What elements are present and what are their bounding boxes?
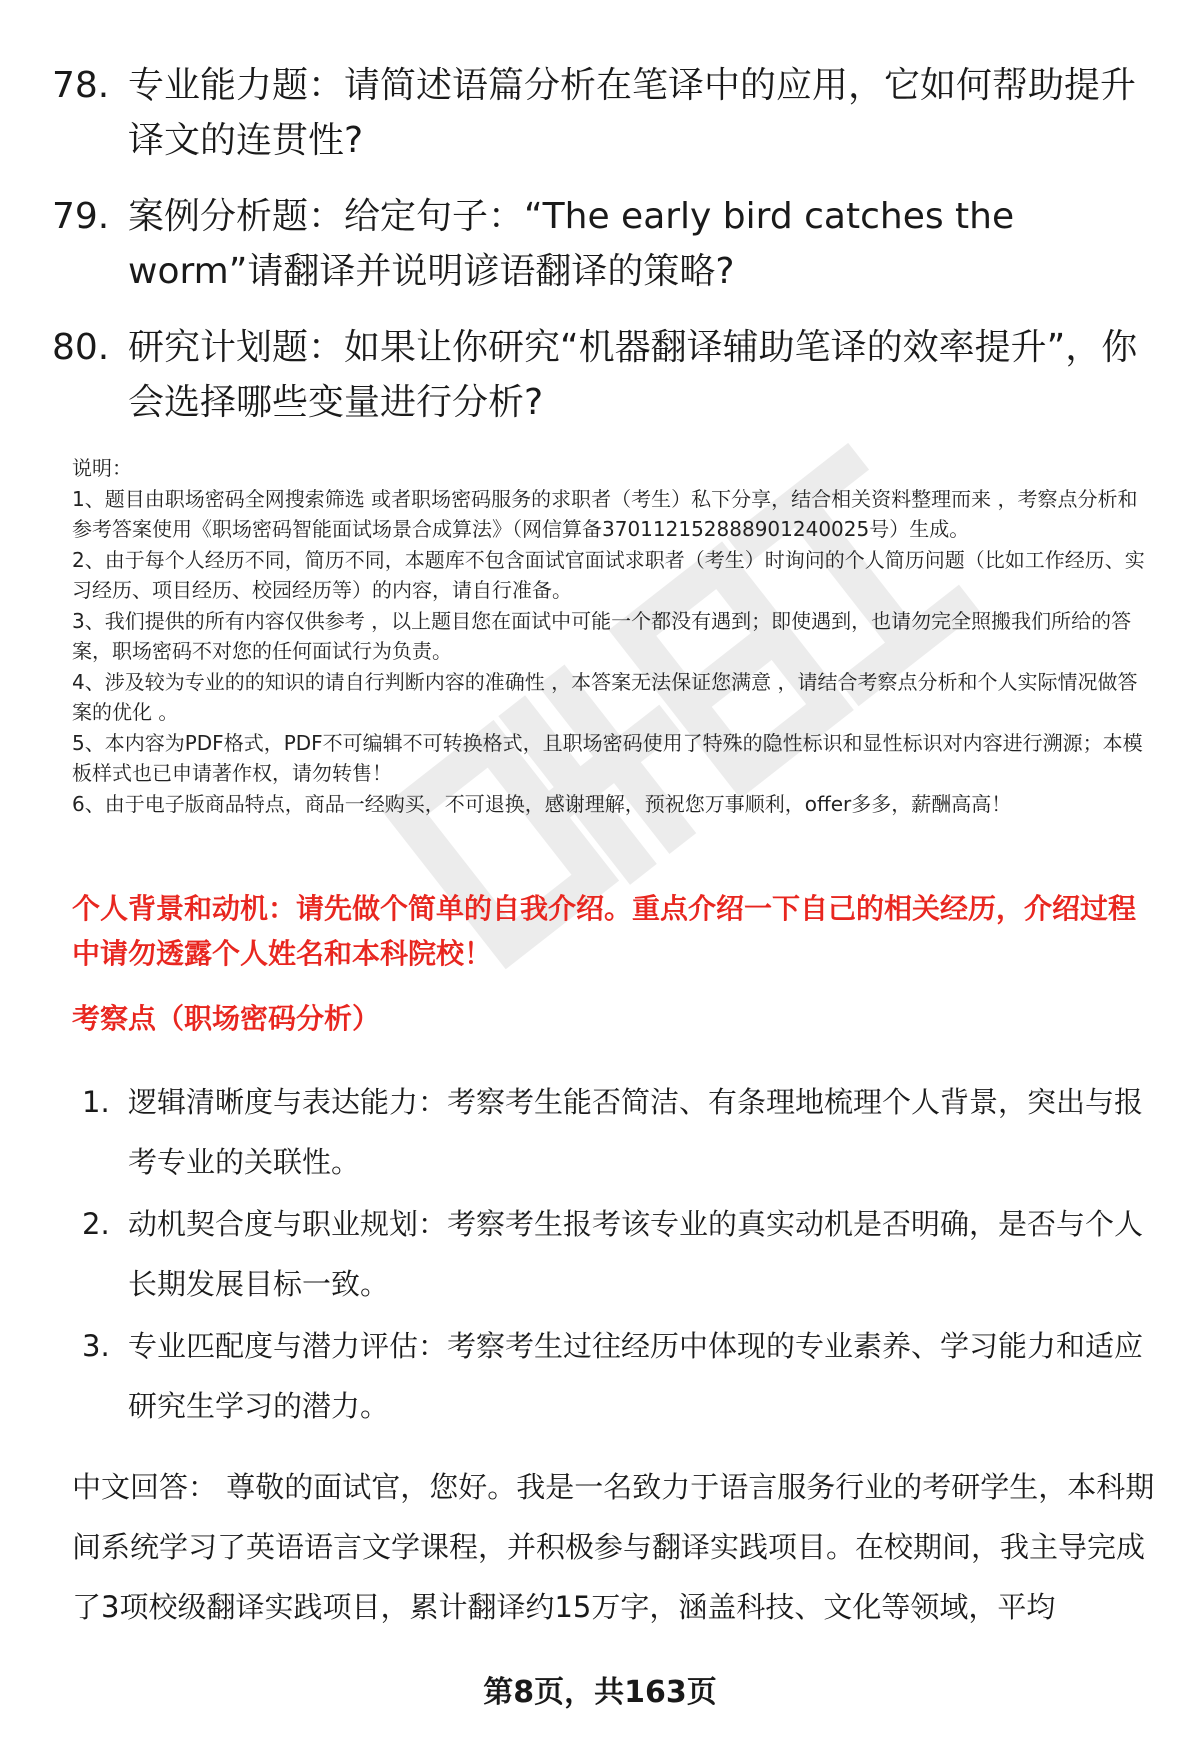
question-text: 研究计划题：如果让你研究“机器翻译辅助笔译的效率提升”，你会选择哪些变量进行分析? — [128, 327, 1138, 423]
question-number: 80. — [52, 327, 110, 368]
note-item: 3、我们提供的所有内容仅供参考 ，以上题目您在面试中可能一个都没有遇到；即使遇到，也请勿完全照搬我们所给的答案，职场密码不对您的任何面试行为负责。 — [72, 608, 1132, 663]
list-item-number: 1. — [82, 1085, 110, 1119]
list-item-text: 动机契合度与职业规划：考察考生报考该专业的真实动机是否明确，是否与个人长期发展目标一致。 — [128, 1207, 1144, 1301]
notes-title: 说明： — [72, 456, 132, 480]
page-number: 第8页，共163页 — [483, 1675, 717, 1710]
note-item: 6、由于电子版商品特点，商品一经购买，不可退换，感谢理解，预祝您万事顺利，offer多多，薪酬高高！ — [72, 791, 1012, 816]
chinese-answer: 中文回答： 尊敬的面试官，您好。我是一名致力于语言服务行业的考研学生，本科期间系统学习了英语语言文学课程，并积极参与翻译实践项目。在校期间，我主导完成了3项校级翻译实践项目，累计翻译约15万字，涵盖科技、文化等领域，平均 — [72, 1470, 1155, 1624]
note-item: 1、题目由职场密码全网搜索筛选 或者职场密码服务的求职者（考生）私下分享，结合相关资料整理而来 ，考察点分析和参考答案使用《职场密码智能面试场景合成算法》（网信算备370112152888901240025号）生成。 — [72, 486, 1138, 541]
section-subheading: 考察点（职场密码分析） — [72, 1002, 381, 1035]
assessment-points — [82, 1072, 1162, 1438]
list-item — [82, 1194, 1162, 1314]
note-item: 5、本内容为PDF格式，PDF不可编辑不可转换格式，且职场密码使用了特殊的隐性标识和显性标识对内容进行溯源；本模板样式也已申请著作权，请勿转售！ — [72, 730, 1143, 785]
list-item-text: 逻辑清晰度与表达能力：考察考生能否简洁、有条理地梳理个人背景，突出与报考专业的关联性。 — [128, 1085, 1144, 1179]
note-item: 4、涉及较为专业的的知识的请自行判断内容的准确性 ，本答案无法保证您满意 ，请结合考察点分析和个人实际情况做答案的优化 。 — [72, 669, 1138, 724]
question-number: 78. — [52, 65, 110, 106]
note-item: 2、由于每个人经历不同，简历不同，本题库不包含面试官面试求职者（考生）时询问的个人简历问题（比如工作经历、实习经历、项目经历、校园经历等）的内容，请自行准备。 — [72, 547, 1145, 602]
list-item — [82, 1072, 1162, 1192]
list-item-text: 专业匹配度与潜力评估：考察考生过往经历中体现的专业素养、学习能力和适应研究生学习的潜力。 — [128, 1329, 1144, 1423]
question-text: 专业能力题：请简述语篇分析在笔译中的应用，它如何帮助提升译文的连贯性? — [128, 65, 1137, 161]
section-heading: 个人背景和动机：请先做个简单的自我介绍。重点介绍一下自己的相关经历，介绍过程中请勿透露个人姓名和本科院校！ — [72, 892, 1137, 970]
question-number: 79. — [52, 196, 110, 237]
list-item-number: 3. — [82, 1329, 110, 1363]
list-item — [82, 1316, 1162, 1436]
question-text: 案例分析题：给定句子：“The early bird catches the worm”请翻译并说明谚语翻译的策略? — [128, 196, 1015, 292]
list-item-number: 2. — [82, 1207, 110, 1241]
disclaimer-notes — [72, 453, 1157, 819]
